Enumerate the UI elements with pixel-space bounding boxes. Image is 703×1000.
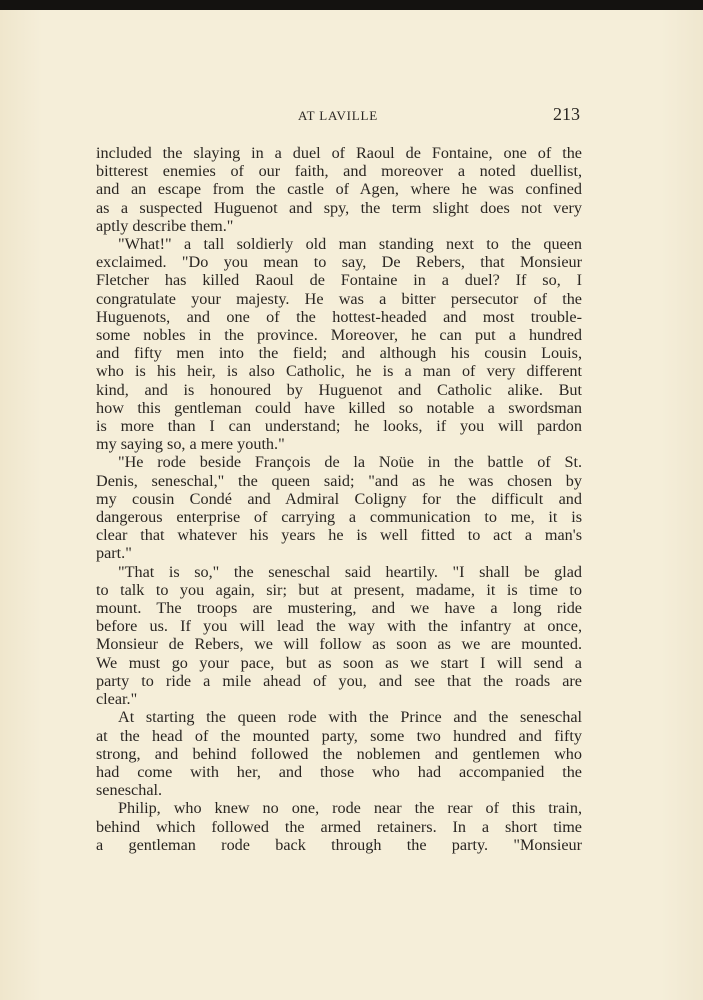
text-line: exclaimed. "Do you mean to say, De Rebers, that Monsieur [96, 253, 582, 272]
text-line: "He rode beside François de la Noüe in the battle of St. [118, 453, 582, 472]
text-line: clear that whatever his years he is well fitted to act a man's [96, 526, 582, 545]
text-line: included the slaying in a duel of Raoul de Fontaine, one of the [96, 144, 582, 162]
text-line: bitterest enemies of our faith, and moreover a noted duellist, [96, 162, 582, 181]
text-line: behind which followed the armed retainers. In a short time [96, 817, 582, 836]
body-text [96, 144, 582, 854]
text-line: who is his heir, is also Catholic, he is a man of very different [96, 362, 582, 381]
text-line: as a suspected Huguenot and spy, the term slight does not very [96, 198, 582, 217]
text-line: part." [96, 544, 132, 563]
text-line: some nobles in the province. Moreover, he can put a hundred [96, 326, 582, 345]
text-line: Denis, seneschal," the queen said; "and as he was chosen by [96, 471, 582, 490]
text-line: dangerous enterprise of carrying a communication to me, it is [96, 508, 582, 527]
text-line: "What!" a tall soldierly old man standing next to the queen [118, 235, 582, 254]
text-line: Monsieur de Rebers, we will follow as soon as we are mounted. [96, 635, 582, 654]
text-line: at the head of the mounted party, some two hundred and fifty [96, 726, 582, 745]
text-line: At starting the queen rode with the Prince and the seneschal [118, 708, 582, 727]
page-top-border [0, 0, 703, 10]
text-line: my saying so, a mere youth." [96, 435, 285, 454]
page-number: 213 [553, 104, 580, 124]
text-line: and an escape from the castle of Agen, where he was confined [96, 180, 582, 199]
page-header [96, 104, 580, 126]
text-line: my cousin Condé and Admiral Coligny for the difficult and [96, 489, 582, 508]
text-line: is more than I can understand; he looks, if you will pardon [96, 417, 582, 436]
running-head: AT LAVILLE [297, 108, 379, 123]
text-line: and fifty men into the field; and although his cousin Louis, [96, 344, 582, 363]
text-line: clear." [96, 690, 138, 709]
text-line: congratulate your majesty. He was a bitter persecutor of the [96, 289, 582, 308]
text-line: We must go your pace, but as soon as we start I will send a [96, 653, 582, 672]
text-line: seneschal. [96, 781, 163, 800]
text-line: before us. If you will lead the way with the infantry at once, [96, 617, 582, 636]
text-line: Philip, who knew no one, rode near the rear of this train, [118, 799, 582, 818]
text-line: a gentleman rode back through the party. "Monsieur [96, 835, 582, 854]
text-line: Huguenots, and one of the hottest-headed and most trouble- [96, 307, 582, 326]
text-line: mount. The troops are mustering, and we have a long ride [96, 599, 582, 618]
text-line: strong, and behind followed the noblemen and gentlemen who [96, 744, 582, 763]
text-line: Fletcher has killed Raoul de Fontaine in a duel? If so, I [96, 271, 582, 290]
text-line: aptly describe them." [96, 216, 234, 235]
text-line: party to ride a mile ahead of you, and see that the roads are [96, 671, 582, 690]
text-line: "That is so," the seneschal said heartily. "I shall be glad [118, 562, 582, 581]
text-line: to talk to you again, sir; but at present, madame, it is time to [96, 580, 582, 599]
text-line: kind, and is honoured by Huguenot and Catholic alike. But [96, 380, 582, 399]
text-line: how this gentleman could have killed so notable a swordsman [96, 398, 582, 417]
text-line: had come with her, and those who had accompanied the [96, 762, 582, 781]
